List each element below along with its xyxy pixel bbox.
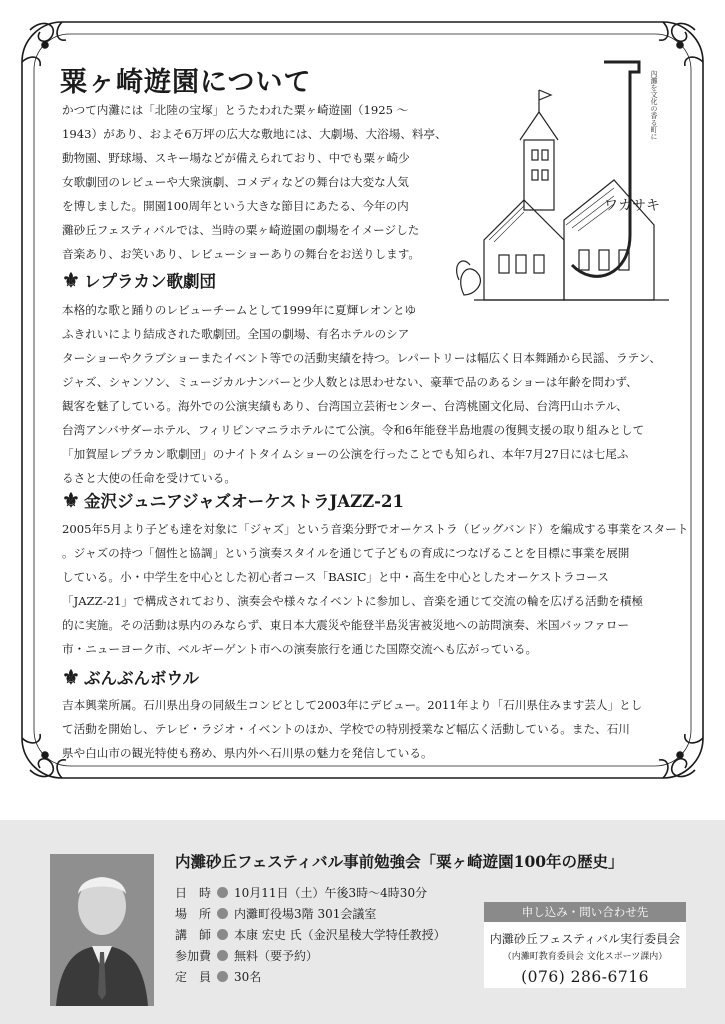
event-row-fee: [175, 945, 446, 966]
body-line: 市・ニューヨーク市、ベルギーゲント市への演奏旅行を通じた国際交流へも広がっている。: [62, 642, 538, 656]
section-title-text: 金沢ジュニアジャズオーケストラJAZZ-21: [83, 492, 404, 511]
row-value: 内灘町役場3階 301会議室: [234, 907, 377, 921]
event-title: 内灘砂丘フェスティバル事前勉強会「粟ヶ崎遊園100年の歴史」: [175, 852, 624, 871]
contact-organization: 内灘砂丘フェスティバル実行委員会: [489, 932, 681, 946]
event-row-capacity: [175, 966, 446, 987]
row-value: 30名: [234, 970, 262, 984]
contact-department: （内灘町教育委員会 文化スポーツ課内）: [502, 952, 668, 962]
body-line: ふきれいにより結成された歌劇団。全国の劇場、有名ホテルのシア: [62, 327, 410, 341]
row-label: 場 所: [175, 907, 212, 921]
section-title-bunbunbowl: [62, 665, 199, 689]
bullet-dot-icon: [217, 971, 228, 982]
row-label: 参加費: [175, 949, 212, 963]
intro-line: 1943）があり、およそ6万坪の広大な敷地には、大劇場、大浴場、料亭、: [62, 127, 447, 141]
row-value: 無料（要予約）: [234, 949, 319, 963]
contact-box: [484, 902, 686, 988]
section-body-leprechaun: [62, 298, 672, 490]
body-line: 「加賀屋レプラカン歌劇団」のナイトタイムショーの公演を行ったことでも知られ、本年7月27日には七尾ふ: [62, 447, 629, 461]
body-line: 「JAZZ-21」で構成されており、演奏会や様々なイベントに参加し、音楽を通じて交流の輪を広げる活動を積極: [62, 594, 644, 608]
row-label: 日 時: [175, 886, 212, 900]
bullet-dot-icon: [217, 908, 228, 919]
body-line: 観客を魅了している。海外での公演実績もあり、台湾国立芸術センター、台湾桃園文化局、台湾円山ホテル、: [62, 399, 628, 413]
bullet-dot-icon: [217, 950, 228, 961]
body-line: ジャズ、シャンソン、ミュージカルナンバーと少人数とは思わせない、豪華で品のあるショーは年齢を問わず、: [62, 375, 638, 389]
intro-line: 動物園、野球場、スキー場などが備えられており、中でも粟ヶ崎少: [62, 151, 410, 165]
body-line: 県や白山市の観光特使も務め、県内外へ石川県の魅力を発信している。: [62, 746, 433, 760]
event-row-lecturer: [175, 924, 446, 945]
intro-paragraph: [62, 98, 454, 266]
section-title-text: ぶんぶんボウル: [83, 669, 199, 688]
section-title-leprechaun: [62, 268, 216, 292]
event-row-date: [175, 882, 446, 903]
body-line: ターショーやクラブショーまたイベント等での活動実績を持つ。レパートリーは幅広く日本舞踊から民謡、ラテン、: [62, 351, 661, 365]
body-line: 台湾アンバサダーホテル、フィリピンマニラホテルにて公演。令和6年能登半島地震の復興支援の取り組みとして: [62, 423, 645, 437]
row-value: 本康 宏史 氏（金沢星稜大学特任教授）: [234, 928, 446, 942]
body-line: て活動を開始し、テレビ・ラジオ・イベントのほか、学校での特別授業など幅広く活動している。また、石川: [62, 722, 630, 736]
section-body-bunbunbowl: [62, 693, 672, 765]
row-value: 10月11日（土）午後3時～4時30分: [234, 886, 428, 900]
section-title-jazz21: [62, 488, 404, 512]
row-label: 講 師: [175, 928, 212, 942]
body-line: るさと大使の任命を受けている。: [62, 471, 236, 485]
body-line: している。小・中学生を中心とした初心者コース「BASIC」と中・高生を中心としたオーケストラコース: [62, 570, 609, 584]
body-line: 2005年5月より子ども達を対象に「ジャズ」という音楽分野でオーケストラ（ビッグバンド）を編成する事業をスタート: [62, 522, 689, 536]
body-line: 本格的な歌と踊りのレビューチームとして1999年に夏輝レオンとゆ: [62, 303, 417, 317]
event-details: [175, 882, 446, 987]
body-line: 。ジャズの持つ「個性と協調」という演奏スタイルを通じて子どもの育成につなげることを目標に事業を展開: [62, 546, 630, 560]
section-title-text: レプラカン歌劇団: [83, 272, 216, 291]
intro-line: 音楽あり、お笑いあり、レビューショーありの舞台をお送りします。: [62, 247, 421, 261]
fleur-de-lis-icon: ⚜: [62, 268, 80, 292]
intro-line: を博しました。開園100周年という大きな節目にあたる、今年の内: [62, 199, 409, 213]
contact-phone: (076) 286-6716: [521, 968, 649, 986]
bullet-dot-icon: [217, 887, 228, 898]
section-body-jazz21: [62, 517, 689, 661]
contact-header: 申し込み・問い合わせ先: [484, 902, 686, 922]
intro-line: 灘砂丘フェスティバルでは、当時の粟ヶ崎遊園の劇場をイメージした: [62, 223, 420, 237]
body-line: 吉本興業所属。石川県出身の同級生コンビとして2003年にデビュー。2011年より「石川県住みます芸人」とし: [62, 698, 643, 712]
sign-text: ワカサキ: [604, 198, 660, 214]
intro-line: 女歌劇団のレビューや大衆演劇、コメディなどの舞台は大変な人気: [62, 175, 409, 189]
event-footer: [0, 820, 725, 1024]
page-title: 粟ヶ崎遊園について: [60, 67, 312, 98]
bullet-dot-icon: [217, 929, 228, 940]
event-row-place: [175, 903, 446, 924]
theatre-illustration: [454, 50, 684, 315]
vertical-caption: 內灘を文化の香る町に: [650, 70, 658, 140]
row-label: 定 員: [175, 970, 212, 984]
fleur-de-lis-icon: ⚜: [62, 488, 80, 512]
fleur-de-lis-icon: ⚜: [62, 665, 80, 689]
body-line: 的に実施。その活動は県内のみならず、東日本大震災や能登半島災害被災地への訪問演奏、米国バッファロー: [62, 618, 629, 632]
lecturer-photo: [50, 854, 154, 1006]
intro-line: かつて内灘には「北陸の宝塚」とうたわれた粟ヶ崎遊園（1925 ～: [62, 103, 409, 117]
